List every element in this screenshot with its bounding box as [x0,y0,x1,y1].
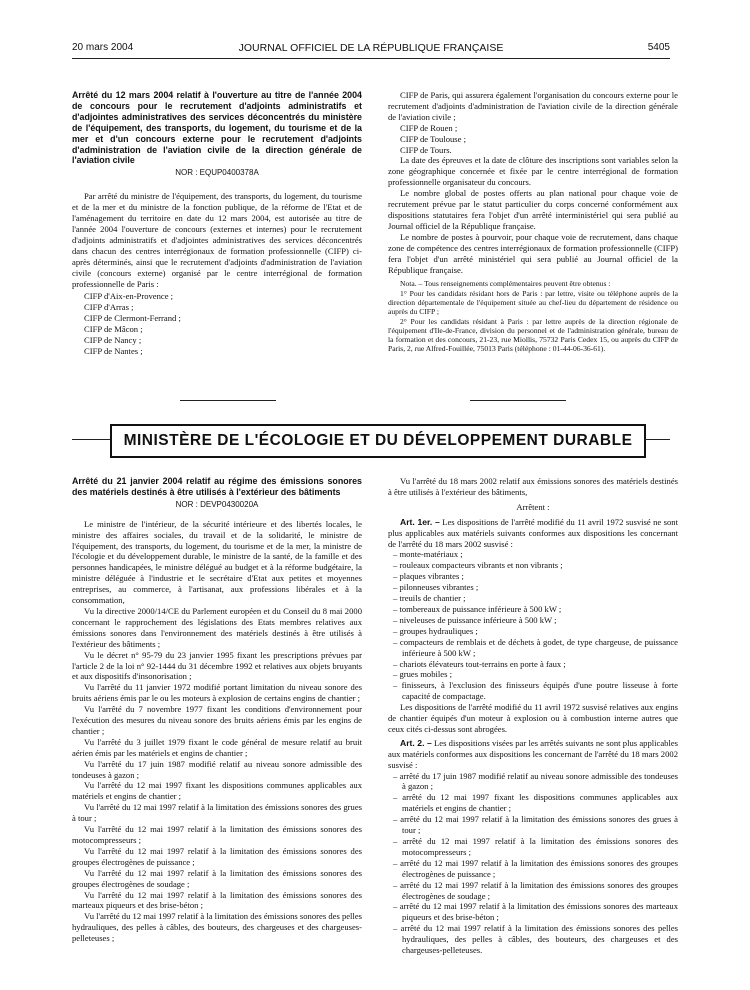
article-2 [388,738,678,771]
vu-item: Vu l'arrêté du 12 mai 1997 relatif à la limitation des émissions sonores des groupes électrogènes de puissance ; [72,845,362,867]
header-rule [72,58,670,59]
vu-item: Vu l'arrêté du 7 novembre 1977 fixant les conditions d'environnement pour l'exécution des mesures du niveau sonore des bruits aériens émis par les engins de chantier ; [72,704,362,736]
list-item: CIFP de Tours. [400,144,452,155]
arrete2-intro: Le ministre de l'intérieur, de la sécurité intérieure et des libertés locales, le ministre des affaires sociales, du travail et de la solidarité, le ministre de l'équipement, des transports, du logement, du tourisme et de la mer, la ministre de l'écologie et du développement durable, le ministre de la santé, de la famille et des personnes handicapées, le ministre délégué au budget et à la réforme budgétaire, la ministre déléguée à l'industrie et le secrétaire d'Etat aux petites et moyennes entreprises, au commerce, à l'artisanat, aux professions libérales et à la consommation, [72,518,362,606]
list-item: – tombereaux de puissance inférieure à 500 kW ; [393,603,562,614]
article-1-end: Les dispositions de l'arrêté modifié du 11 avril 1972 susvisé relatives aux engins de chantier équipés d'un moteur à explosion ou à combustion interne autres que ceux cités ci-dessus sont abrogées. [388,702,678,734]
banner-rule-right [644,439,670,440]
list-item: – rouleaux compacteurs vibrants et non vibrants ; [393,560,563,571]
list-item: – arrêté du 12 mai 1997 relatif à la limitation des émissions sonores des motocompresseurs ; [393,836,678,857]
list-item: – pilonneuses vibrantes ; [393,582,479,593]
vu-item: Vu l'arrêté du 3 juillet 1979 fixant le code général de mesure relatif au bruit aérien émis par les matériels et engins de chantier ; [72,736,362,758]
arrete1-note-1: 1° Pour les candidats résidant hors de Paris : par lettre, visite ou téléphone auprès de la direction départementale de l'équipement située au chef-lieu du département de résidence ou auprès du CIFP ; [388,288,678,317]
vu-item: Vu l'arrêté du 12 mai 1997 relatif à la limitation des émissions sonores des pelles hydrauliques, des pelles à câbles, des bouteurs, des chargeuses et des chargeuses-pelleteuses ; [72,911,362,944]
header-title: JOURNAL OFFICIEL DE LA RÉPUBLIQUE FRANÇAISE [238,42,504,54]
vu-item: Vu l'arrêté du 12 mai 1997 relatif à la limitation des émissions sonores des motocompresseurs ; [72,824,362,845]
article-1-list [388,549,678,702]
vu-item: Vu l'arrêté du 11 janvier 1972 modifié portant limitation du niveau sonore des bruits aériens émis par le ou les moteurs à explosion de certains engins de chantier ; [72,682,362,704]
list-item: – arrêté du 12 mai 1997 fixant les dispositions communes applicables aux matériels et engins de chantier ; [393,792,678,814]
arrete1-title: Arrêté du 12 mars 2004 relatif à l'ouverture au titre de l'année 2004 de concours pour le recrutement d'adjoints administratifs et d'adjointes administratives des services déconcentrés du ministère de l'équipement, des transports, du logement, du tourisme et de la mer et d'un concours externe pour le recrutement d'adjoints d'administration de l'aviation civile de la direction générale de l'aviation civile [72,90,362,166]
arrete1-para2: Le nombre global de postes offerts au plan national pour chaque voie de recrutement prévue par le statut particulier du corps concerné conformément aux dispositions statutaires fera l'objet d'un arrêté interministériel qui sera publié au Journal officiel de la République française. [388,188,678,231]
list-item: – niveleuses de puissance inférieure à 500 kW ; [393,614,557,625]
list-item: – chariots élévateurs tout-terrains en porte à faux ; [393,658,566,669]
list-item: – finisseurs, à l'exclusion des finisseurs équipés d'une poutre lisseuse à forte capacité de compactage. [393,680,678,702]
list-item: – groupes hydrauliques ; [393,625,478,636]
header-page-number: 5405 [647,42,670,53]
list-item: – plaques vibrantes ; [393,571,464,582]
vu-item: Vu l'arrêté du 12 mai 1997 relatif à la limitation des émissions sonores des marteaux piqueurs et des brise-béton ; [72,889,362,911]
list-item: – arrêté du 12 mai 1997 relatif à la limitation des émissions sonores des marteaux piqueurs et des brise-béton ; [393,901,678,923]
list-item: – monte-matériaux ; [393,549,463,560]
vu-item: Vu l'arrêté du 12 mai 1997 fixant les dispositions communes applicables aux matériels et engins de chantier ; [72,780,362,802]
list-item: – arrêté du 12 mai 1997 relatif à la limitation des émissions sonores des groupes électrogènes de soudage ; [393,879,678,901]
cifp-list-2 [388,123,678,156]
arrete2-left-column [72,476,362,944]
arrete1-right-intro: CIFP de Paris, qui assurera également l'organisation du concours externe pour le recrutement d'adjoints d'administration de l'aviation civile de la direction générale de l'aviation civile ; [388,90,678,122]
vu-item: Vu l'arrêté du 17 juin 1987 modifié relatif au niveau sonore admissible des tondeuses à gazon ; [72,758,362,780]
page-header [72,42,670,56]
article-2-label: Art. 2. – [400,737,432,748]
vu-item: Vu le décret n° 95-79 du 23 janvier 1995 fixant les prescriptions prévues par l'article 2 de la loi n° 92-1444 du 31 décembre 1992 et relatives aux objets bruyants et aux dispositifs d'insonorisation ; [72,649,362,682]
arrete1-left-column [72,90,362,357]
article-1 [388,517,678,550]
arrete1-note-2: 2° Pour les candidats résidant à Paris : par lettre auprès de la direction régionale de l'équipement d'Ile-de-France, division du personnel et de l'administration générale, bureau de la formation et des concours, 21-23, rue Miollis, 75732 Paris Cedex 15, ou auprès du CIFP de Paris, 2, rue Alfred-Fouillée, 75013 Paris (téléphone : 01-44-06-36-61). [388,316,678,354]
vu-item: Vu l'arrêté du 12 mai 1997 relatif à la limitation des émissions sonores des grues à tour ; [72,802,362,824]
list-item: CIFP d'Aix-en-Provence ; [84,291,174,302]
cifp-list [72,291,362,356]
list-item: – grues mobiles ; [393,669,452,680]
section-divider [180,400,276,401]
arrete2-right-column [388,476,678,956]
banner-rule-left [72,439,110,440]
list-item: CIFP de Clermont-Ferrand ; [84,313,181,324]
vu-item: Vu la directive 2000/14/CE du Parlement européen et du Conseil du 8 mai 2000 concernant le rapprochement des législations des Etats membres relatives aux émissions sonores dans l'environnement des matériels destinés à être utilisés à l'extérieur des bâtiments ; [72,605,362,649]
ministry-banner: MINISTÈRE DE L'ÉCOLOGIE ET DU DÉVELOPPEMENT DURABLE [110,424,646,458]
list-item: – compacteurs de remblais et de déchets à godet, de type chargeuse, de puissance inférieure à 500 kW ; [393,636,678,658]
vu-item: Vu l'arrêté du 12 mai 1997 relatif à la limitation des émissions sonores des groupes électrogènes de soudage ; [72,867,362,889]
article-2-list [388,771,678,956]
arrete2-vu-right: Vu l'arrêté du 18 mars 2002 relatif aux émissions sonores des matériels destinés à être utilisés à l'extérieur des bâtiments, [388,476,678,497]
list-item: – arrêté du 12 mai 1997 relatif à la limitation des émissions sonores des groupes électrogènes de puissance ; [393,857,678,879]
article-1-text: Les dispositions de l'arrêté modifié du 11 avril 1972 susvisé ne sont plus applicables aux matériels suivants conformes aux dispositions les concernant de l'arrêté du 18 mars 2002 susvisé : [388,516,678,549]
arrete1-right-column [388,90,678,354]
header-date: 20 mars 2004 [72,42,134,53]
arrete1-para1: La date des épreuves et la date de clôture des inscriptions sont variables selon la zone géographique concernée et fixée par le centre interrégional de formation professionnelle organisateur du concours. [388,155,678,188]
section-divider [470,400,566,401]
list-item: CIFP de Toulouse ; [400,133,467,144]
list-item: CIFP de Nancy ; [84,335,142,346]
article-2-text: Les dispositions visées par les arrêtés suivants ne sont plus applicables aux matériels conformes aux dispositions les concernant de l'arrêté du 18 mars 2002 susvisé : [388,737,679,770]
list-item: – arrêté du 17 juin 1987 modifié relatif au niveau sonore admissible des tondeuses à gazon ; [393,770,678,792]
arrete1-para3: Le nombre de postes à pourvoir, pour chaque voie de recrutement, dans chaque zone de compétence des centres interrégionaux de formation professionnelle (CIFP) fera l'objet d'un arrêté ministériel qui sera publié au Journal officiel de la République française. [388,231,678,275]
arrete1-note-block [388,279,678,353]
list-item: CIFP de Mâcon ; [84,324,143,335]
arrete1-nor: NOR : EQUP0400378A [175,168,259,178]
list-item: – arrêté du 12 mai 1997 relatif à la limitation des émissions sonores des pelles hydrauliques, des pelles à câbles, des bouteurs, des chargeuses et des chargeuses-pelleteuses. [393,923,678,956]
arrete1-note: Nota. – Tous renseignements complémentaires peuvent être obtenus : [400,279,611,289]
list-item: CIFP d'Arras ; [84,302,134,313]
arrete1-intro: Par arrêté du ministre de l'équipement, des transports, du logement, du tourisme et de la mer et du ministre de la fonction publique, de la réforme de l'Etat et de l'aménagement du territoire en date du 12 mars 2004, est autorisée au titre de l'année 2004 l'ouverture de concours (externes et internes) pour le recrutement d'adjoints administratifs et d'adjointes administratives des services déconcentrés dans chacun des centres interrégionaux de formation professionnelle (CIFP) ci-après déterminés, ainsi que le recrutement d'adjoints d'administration de l'aviation civile (concours externe) organisé par le centre interrégional de formation professionnelle de Paris : [72,191,362,289]
arretent: Arrêtent : [516,501,550,512]
list-item: – treuils de chantier ; [393,593,466,604]
article-1-label: Art. 1er. – [400,516,440,527]
list-item: CIFP de Nantes ; [84,345,143,356]
list-item: CIFP de Rouen ; [400,122,458,133]
list-item: – arrêté du 12 mai 1997 relatif à la limitation des émissions sonores des grues à tour ; [393,814,678,836]
arrete2-title: Arrêté du 21 janvier 2004 relatif au régime des émissions sonores des matériels destinés à être utilisés à l'extérieur des bâtiments [72,476,362,497]
arrete2-nor: NOR : DEVP0430020A [175,499,259,509]
